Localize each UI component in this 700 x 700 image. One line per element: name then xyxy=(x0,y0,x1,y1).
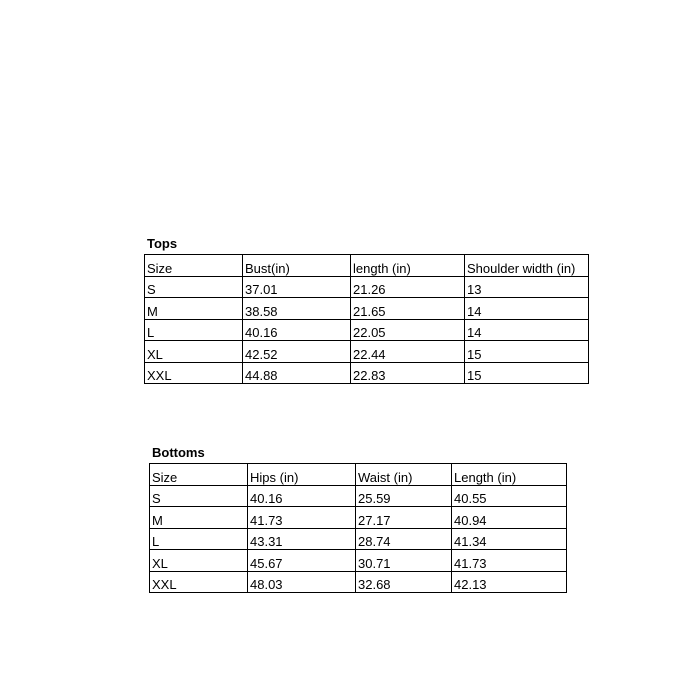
bottoms-title: Bottoms xyxy=(152,445,205,460)
header-cell: Length (in) xyxy=(452,464,567,486)
table-cell: 13 xyxy=(465,276,589,298)
table-row xyxy=(150,485,567,507)
table-row xyxy=(145,276,589,298)
bottoms-size-table xyxy=(149,463,567,593)
table-row xyxy=(145,362,589,384)
table-row xyxy=(150,507,567,529)
header-cell: Hips (in) xyxy=(248,464,356,486)
header-cell: Shoulder width (in) xyxy=(465,255,589,277)
header-cell: length (in) xyxy=(351,255,465,277)
table-cell: 25.59 xyxy=(356,485,452,507)
table-cell: 38.58 xyxy=(243,298,351,320)
table-row xyxy=(145,341,589,363)
table-cell: 42.13 xyxy=(452,571,567,593)
table-cell: 14 xyxy=(465,319,589,341)
header-cell: Size xyxy=(145,255,243,277)
table-row xyxy=(150,571,567,593)
table-cell: S xyxy=(145,276,243,298)
table-cell: S xyxy=(150,485,248,507)
table-cell: L xyxy=(150,528,248,550)
table-row xyxy=(145,298,589,320)
table-row xyxy=(150,528,567,550)
table-cell: 44.88 xyxy=(243,362,351,384)
table-cell: 14 xyxy=(465,298,589,320)
table-cell: XL xyxy=(150,550,248,572)
table-cell: 22.05 xyxy=(351,319,465,341)
table-cell: 45.67 xyxy=(248,550,356,572)
table-cell: 22.44 xyxy=(351,341,465,363)
table-cell: 21.26 xyxy=(351,276,465,298)
table-cell: L xyxy=(145,319,243,341)
table-cell: 48.03 xyxy=(248,571,356,593)
table-cell: 28.74 xyxy=(356,528,452,550)
table-cell: 41.73 xyxy=(452,550,567,572)
table-cell: XXL xyxy=(145,362,243,384)
table-row xyxy=(150,550,567,572)
table-row xyxy=(145,319,589,341)
tops-title: Tops xyxy=(147,236,178,251)
table-header-row xyxy=(150,464,567,486)
tops-size-table xyxy=(144,254,589,384)
table-cell: 21.65 xyxy=(351,298,465,320)
header-cell: Waist (in) xyxy=(356,464,452,486)
table-header-row xyxy=(145,255,589,277)
table-cell: 40.16 xyxy=(243,319,351,341)
table-cell: 27.17 xyxy=(356,507,452,529)
table-cell: 22.83 xyxy=(351,362,465,384)
table-cell: M xyxy=(145,298,243,320)
table-cell: 43.31 xyxy=(248,528,356,550)
table-cell: 37.01 xyxy=(243,276,351,298)
table-cell: 30.71 xyxy=(356,550,452,572)
table-cell: 15 xyxy=(465,362,589,384)
header-cell: Bust(in) xyxy=(243,255,351,277)
table-cell: 42.52 xyxy=(243,341,351,363)
table-cell: XL xyxy=(145,341,243,363)
header-cell: Size xyxy=(150,464,248,486)
table-cell: 40.16 xyxy=(248,485,356,507)
table-cell: 40.94 xyxy=(452,507,567,529)
table-cell: 41.73 xyxy=(248,507,356,529)
table-cell: 15 xyxy=(465,341,589,363)
table-cell: 32.68 xyxy=(356,571,452,593)
table-cell: M xyxy=(150,507,248,529)
table-cell: 41.34 xyxy=(452,528,567,550)
table-cell: XXL xyxy=(150,571,248,593)
table-cell: 40.55 xyxy=(452,485,567,507)
